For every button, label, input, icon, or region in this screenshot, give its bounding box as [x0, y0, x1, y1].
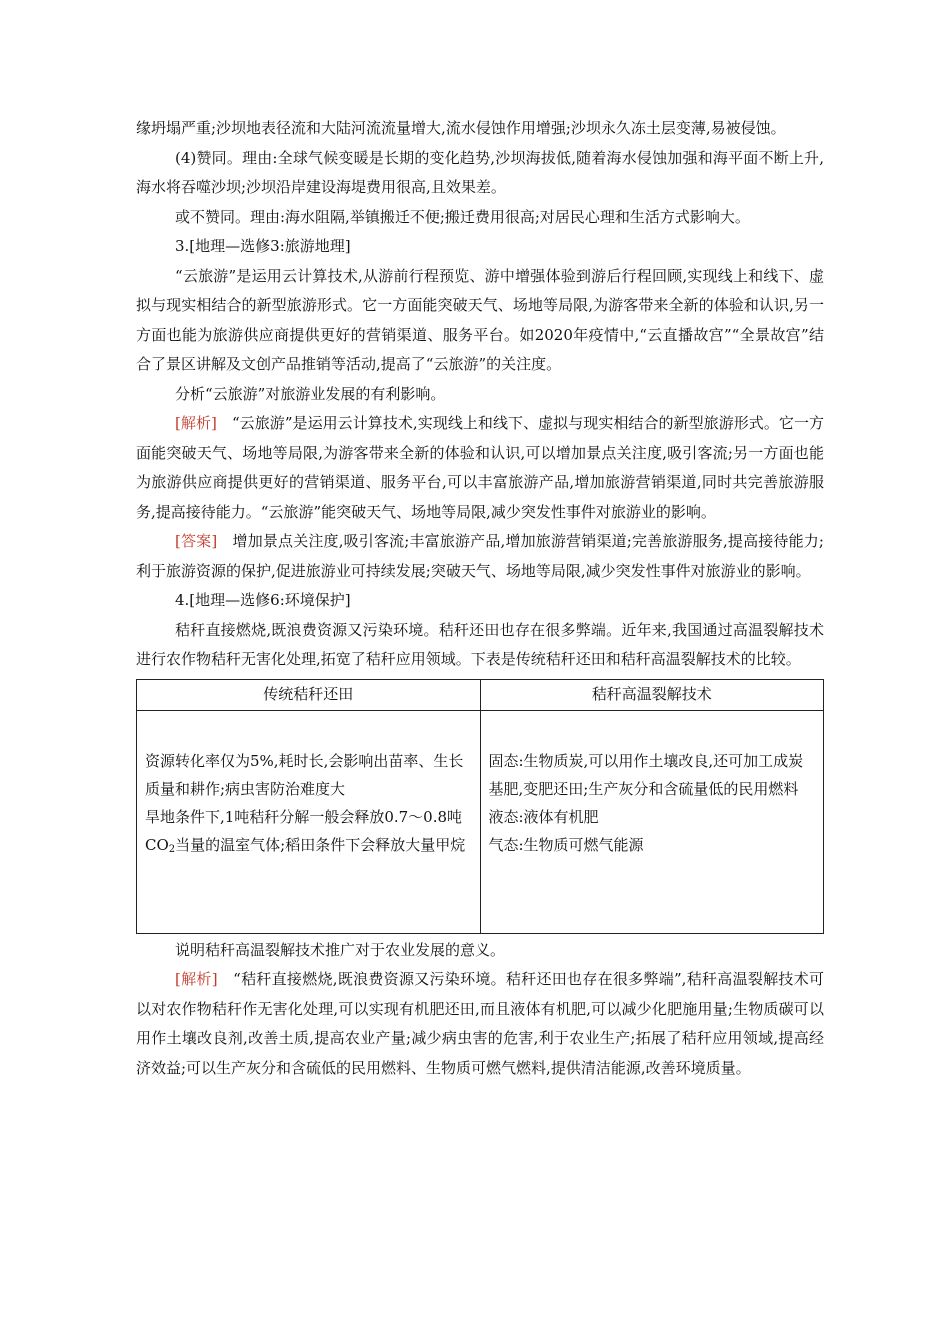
paragraph: 或不赞同。理由:海水阻隔,举镇搬迁不便;搬迁费用很高;对居民心理和生活方式影响大。: [175, 207, 750, 226]
table-header: 传统秸秆还田: [137, 679, 481, 710]
document-page: [136, 114, 824, 1083]
table-cell-traditional: [137, 710, 481, 933]
paragraph: “云旅游”是运用云计算技术,从游前行程预览、游中增强体验到游后行程回顾,实现线上和线下、虚拟与现实相结合的新型旅游形式。它一方面能突破天气、场地等局限,为游客带来全新的体验和认识,另一方面也能为旅游供应商提供更好的营销渠道、服务平台。如2020年疫情中,“云直播故宫”“全景故宫”结合了景区讲解及文创产品推销等活动,提高了“云旅游”的关注度。: [136, 266, 824, 373]
table-header: 秸秆高温裂解技术: [480, 679, 824, 710]
cell-line: 液态:液体有机肥: [488, 807, 599, 826]
analysis-paragraph: [136, 409, 824, 527]
question-heading: 4.[地理—选修6:环境保护]: [175, 591, 351, 609]
table-cell-pyrolysis: [480, 710, 824, 933]
answer-text: 增加景点关注度,吸引客流;丰富旅游产品,增加旅游营销渠道;完善旅游服务,提高接待能力;利于旅游资源的保护,促进旅游业可持续发展;突破天气、场地等局限,减少突发性事件对旅游业的影响。: [136, 532, 824, 580]
cell-line: 资源转化率仅为5%,耗时长,会影响出苗率、生长质量和耕作;病虫害防治难度大: [145, 751, 464, 798]
paragraph: 缘坍塌严重;沙坝地表径流和大陆河流流量增大,流水侵蚀作用增强;沙坝永久冻土层变薄,易被侵蚀。: [136, 119, 786, 137]
analysis-text: “云旅游”是运用云计算技术,实现线上和线下、虚拟与现实相结合的新型旅游形式。它一方面能突破天气、场地等局限,为游客带来全新的体验和认识,可以增加景点关注度,吸引客流;另一方面也能为旅游供应商提供更好的营销渠道、服务平台,可以丰富旅游产品,增加旅游营销渠道,同时共完善旅游服务,提高接待能力。“云旅游”能突破天气、场地等局限,减少突发性事件对旅游业的影响。: [136, 414, 824, 521]
analysis-tag: [解析]: [175, 414, 217, 432]
cell-line: 固态:生物质炭,可以用作土壤改良,还可加工成炭基肥,变肥还田;生产灰分和含硫量低的民用燃料: [488, 751, 804, 798]
cell-line: 气态:生物质可燃气能源: [488, 835, 644, 854]
paragraph: (4)赞同。理由:全球气候变暖是长期的变化趋势,沙坝海拔低,随着海水侵蚀加强和海平面不断上升,海水将吞噬沙坝;沙坝沿岸建设海堤费用很高,且效果差。: [136, 148, 824, 196]
comparison-table: [136, 679, 824, 934]
cell-line: 旱地条件下,1吨秸秆分解一般会释放0.7～0.8吨$CO_2$当量的温室气体;稻田条件下会释放大量甲烷: [145, 807, 466, 855]
analysis-text: “秸秆直接燃烧,既浪费资源又污染环境。秸秆还田也存在很多弊端”,秸秆高温裂解技术可以对农作物秸秆作无害化处理,可以实现有机肥还田,而且液体有机肥,可以减少化肥施用量;生物质碳可以用作土壤改良剂,改善土质,提高农业产量;减少病虫害的危害,利于农业生产;拓展了秸秆应用领域,提高经济效益;可以生产灰分和含硫低的民用燃料、生物质可燃气燃料,提供清洁能源,改善环境质量。: [136, 970, 824, 1077]
analysis-tag: [解析]: [175, 970, 218, 988]
answer-tag: [答案]: [175, 532, 218, 550]
question-heading: 3.[地理—选修3:旅游地理]: [175, 237, 351, 255]
answer-paragraph: [136, 527, 824, 586]
question-prompt: 说明秸秆高温裂解技术推广对于农业发展的意义。: [175, 940, 506, 959]
analysis-paragraph: [136, 965, 824, 1083]
question-prompt: 分析“云旅游”对旅游业发展的有利影响。: [175, 384, 446, 403]
paragraph: 秸秆直接燃烧,既浪费资源又污染环境。秸秆还田也存在很多弊端。近年来,我国通过高温裂解技术进行农作物秸秆无害化处理,拓宽了秸秆应用领域。下表是传统秸秆还田和秸秆高温裂解技术的比较。: [136, 620, 824, 668]
